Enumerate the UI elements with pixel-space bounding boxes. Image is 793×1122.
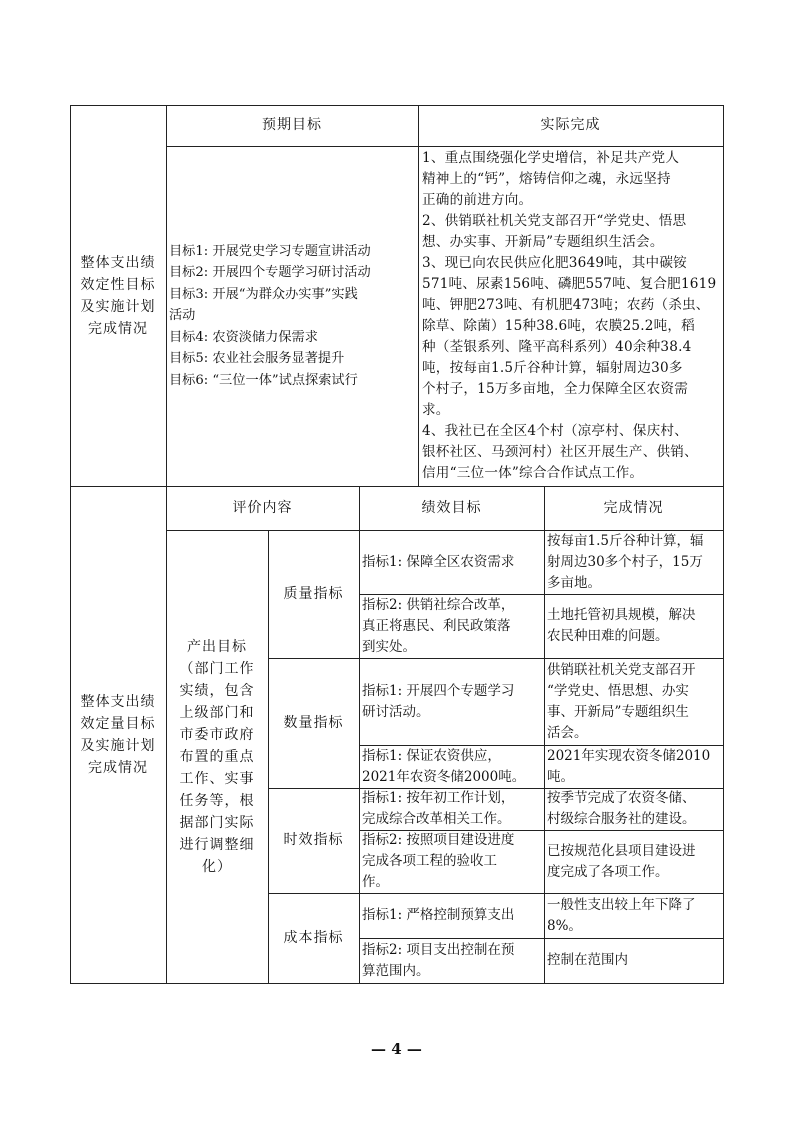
- status-line: 土地托管初具规模，解决: [547, 607, 696, 623]
- actual-line: 2、供销联社机关党支部召开“学党史、悟思: [422, 213, 687, 229]
- actual-line: 3、现已向农民供应化肥3649吨，其中碳铵: [422, 255, 687, 271]
- status-cell: [545, 938, 723, 983]
- expected-goal-header: 预期目标: [262, 117, 322, 133]
- target-line: 算范围内。: [362, 962, 430, 979]
- status-line: 活会。: [547, 724, 588, 741]
- expected-goal-line: 目标4: 农资淡储力保需求: [169, 329, 318, 345]
- status-line: “学党史、悟思想、办实: [547, 682, 689, 699]
- target-line: 完成综合改革相关工作。: [362, 811, 511, 827]
- expected-goal-line: 活动: [169, 308, 196, 324]
- target-cell: [360, 530, 544, 594]
- status-line: 吨。: [547, 768, 574, 785]
- actual-line: 正确的前进方向。: [422, 192, 533, 208]
- status-cell: [545, 594, 723, 658]
- status-line: 2021年实现农资冬储2010: [547, 747, 711, 764]
- status-cell: [545, 530, 723, 594]
- actual-line: 1、重点围绕强化学史增信，补足共产党人: [422, 150, 680, 166]
- table-right-border: [723, 105, 724, 983]
- expected-goal-line: 目标5: 农业社会服务显著提升: [169, 351, 345, 367]
- status-line: 农民种田难的问题。: [547, 628, 669, 644]
- target-line: 完成各项工程的验收工: [362, 853, 497, 869]
- actual-line: 银杯社区、马颈河村）社区开展生产、供销、: [422, 444, 698, 460]
- actual-line: 个村子，15万多亩地，全力保障全区农资需: [422, 381, 688, 397]
- status-line: 一般性支出较上年下降了: [547, 896, 696, 913]
- section-b-row-label: [75, 486, 161, 983]
- target-cell: [360, 658, 544, 745]
- status-cell: [545, 788, 723, 830]
- actual-line: 信用“三位一体”综合合作试点工作。: [422, 465, 644, 481]
- target-line: 研讨活动。: [362, 703, 430, 720]
- status-line: 供销联社机关党支部召开: [547, 661, 696, 678]
- status-line: 事、开新局”专题组织生: [547, 703, 689, 720]
- section-a-row-label-text: 整体支出绩效定性目标及实施计划完成情况: [80, 254, 156, 337]
- target-cell: [360, 893, 544, 938]
- actual-line: 想、办实事、开新局”专题组织生活会。: [422, 234, 664, 250]
- actual-completion-text: [419, 148, 723, 485]
- target-cell: [360, 938, 544, 983]
- cost-indicator-label: 成本指标: [283, 929, 344, 946]
- status-cell: [545, 658, 723, 745]
- expected-goals-list: [167, 146, 417, 486]
- actual-line: 571吨、尿素156吨、磷肥557吨、复合肥1619: [422, 276, 717, 292]
- actual-line: 吨、钾肥273吨、有机肥473吨；农药（杀虫、: [422, 297, 710, 313]
- target-line: 指标2: 项目支出控制在预: [362, 941, 515, 958]
- target-line: 指标1: 严格控制预算支出: [362, 907, 515, 923]
- quality-indicator-label: 质量指标: [283, 585, 344, 602]
- target-line: 指标1: 开展四个专题学习: [362, 682, 515, 699]
- target-line: 指标2: 供销社综合改革，: [362, 596, 515, 613]
- status-line: 射周边30多个村子，15万: [547, 553, 703, 570]
- actual-line: 除草、除菌）15种38.6吨，农膜25.2吨，稻: [422, 318, 695, 334]
- table-left-border: [70, 105, 71, 983]
- target-line: 真正将惠民、利民政策落: [362, 617, 511, 634]
- target-line: 指标1: 保证农资供应，: [362, 747, 501, 764]
- target-line: 2021年农资冬储2000吨。: [362, 768, 526, 785]
- status-line: 已按规范化县项目建设进: [547, 842, 696, 859]
- status-line: 按季节完成了农资冬储、: [547, 790, 696, 806]
- status-line: 村级综合服务社的建设。: [547, 811, 696, 827]
- target-cell: [360, 788, 544, 830]
- status-line: 度完成了各项工作。: [547, 863, 669, 880]
- status-line: 控制在范围内: [547, 952, 628, 968]
- quantity-indicator-label: 数量指标: [283, 714, 344, 731]
- completion-status-header: 完成情况: [603, 499, 664, 516]
- status-line: 8%。: [547, 917, 582, 934]
- section-a-row-label: [75, 105, 161, 486]
- target-line: 指标1: 按年初工作计划，: [362, 790, 515, 806]
- actual-line: 吨，按每亩1.5斤谷种计算，辐射周边30多: [422, 360, 683, 376]
- section-b-row-label-text: 整体支出绩效定量目标及实施计划完成情况: [80, 693, 156, 776]
- status-line: 按每亩1.5斤谷种计算，辐: [547, 532, 704, 549]
- evaluation-content-header: 评价内容: [232, 499, 293, 516]
- status-cell: [545, 893, 723, 938]
- expected-goal-line: 目标1: 开展党史学习专题宣讲活动: [169, 243, 371, 259]
- target-line: 指标1: 保障全区农资需求: [362, 553, 515, 570]
- timeliness-indicator-label: 时效指标: [283, 832, 344, 848]
- expected-goal-line: 目标3: 开展“为群众办实事”实践: [169, 286, 358, 302]
- expected-goal-line: 目标6: “三位一体”试点探索试行: [169, 372, 358, 388]
- actual-line: 求。: [422, 402, 450, 418]
- target-cell: [360, 745, 544, 788]
- output-goal-label-text: 产出目标（部门工作实绩，包含上级部门和市委市政府布置的重点工作、实事任务等，根据部门实际进行调整细化）: [179, 638, 255, 875]
- status-cell: [545, 830, 723, 893]
- actual-completion-header: 实际完成: [540, 117, 601, 133]
- status-line: 多亩地。: [547, 574, 601, 591]
- actual-line: 4、我社已在全区4个村（凉亭村、保庆村、: [422, 423, 688, 439]
- output-goal-label: [170, 530, 264, 983]
- actual-line: 种（荃银系列、隆平高科系列）40余种38.4: [422, 339, 692, 355]
- actual-line: 精神上的“钙”，熔铸信仰之魂，永远坚持: [422, 171, 671, 187]
- target-line: 作。: [362, 874, 389, 890]
- performance-target-header: 绩效目标: [421, 499, 482, 516]
- expected-goal-line: 目标2: 开展四个专题学习研讨活动: [169, 265, 371, 281]
- page-number: — 4 —: [371, 1040, 422, 1058]
- target-cell: [360, 594, 544, 658]
- status-cell: [545, 745, 723, 788]
- target-line: 指标2: 按照项目建设进度: [362, 832, 515, 848]
- target-line: 到实处。: [362, 638, 416, 655]
- target-cell: [360, 830, 544, 893]
- table-bottom-border: [70, 983, 724, 984]
